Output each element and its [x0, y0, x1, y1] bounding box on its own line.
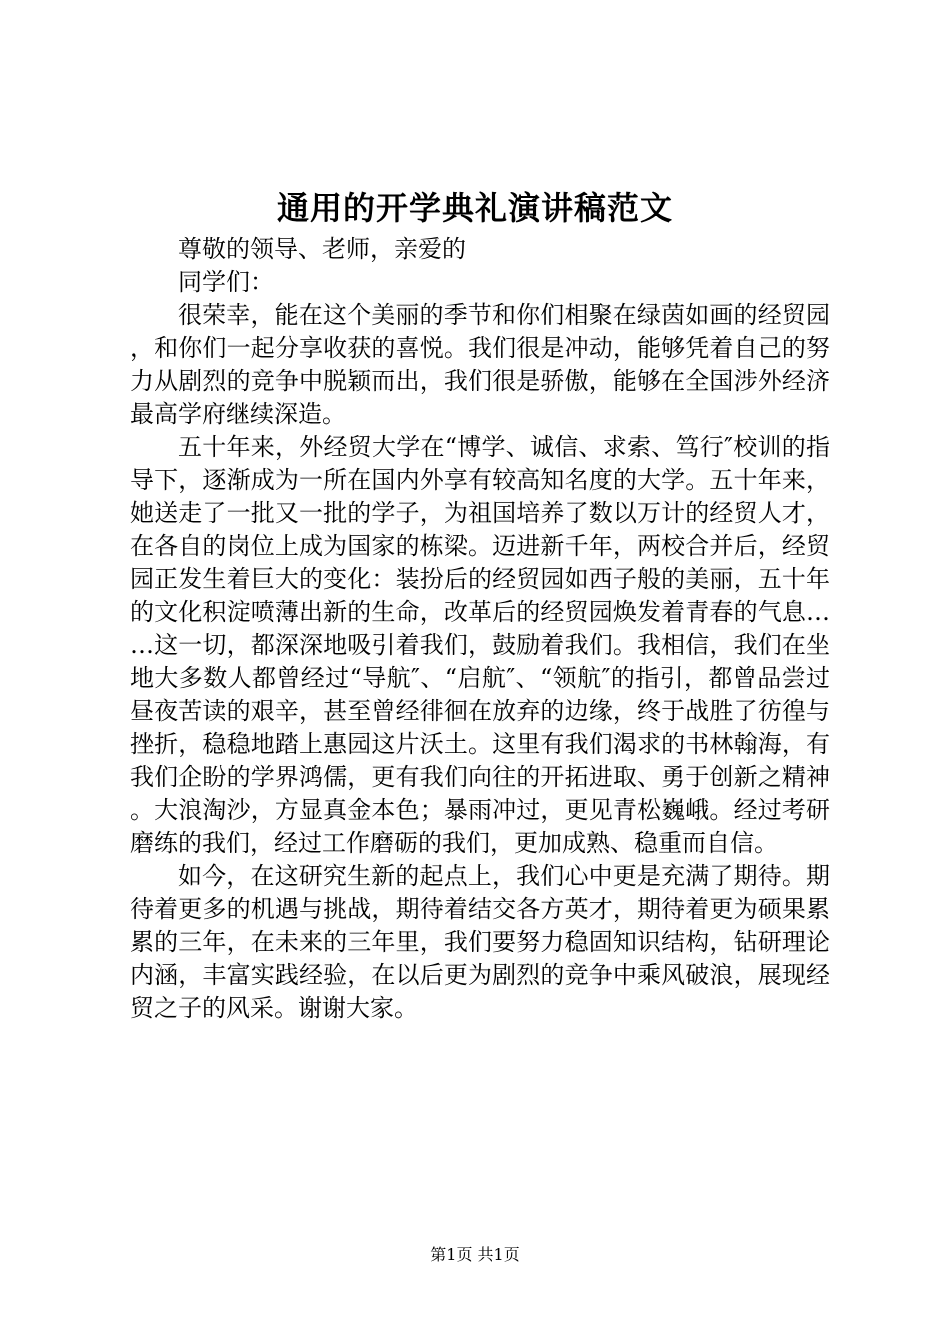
document-body [130, 233, 830, 1025]
salutation-line-2: 同学们： [178, 268, 274, 296]
paragraph-3: 如今，在这研究生新的起点上，我们心中更是充满了期待。期待着更多的机遇与挑战，期待着结交各方英才，期待着更为硕果累累的三年，在未来的三年里，我们要努力稳固知识结构，钻研理论内涵，丰富实践经验，在以后更为剧烈的竞争中乘风破浪，展现经贸之子的风采。谢谢大家。 [130, 862, 830, 1022]
paragraph-2: 五十年来，外经贸大学在“博学、诚信、求索、笃行″校训的指导下，逐渐成为一所在国内外享有较高知名度的大学。五十年来，她送走了一批又一批的学子，为祖国培养了数以万计的经贸人才，在各自的岗位上成为国家的栋梁。迈进新千年，两校合并后，经贸园正发生着巨大的变化：装扮后的经贸园如西子般的美丽，五十年的文化积淀喷薄出新的生命，改革后的经贸园焕发着青春的气息……这一切，都深深地吸引着我们，鼓励着我们。我相信，我们在坐地大多数人都曾经过“导航″、“启航″、“领航″的指引，都曾品尝过昼夜苦读的艰辛，甚至曾经徘徊在放弃的边缘，终于战胜了彷徨与挫折，稳稳地踏上惠园这片沃土。这里有我们渴求的书林翰海，有我们企盼的学界鸿儒，更有我们向往的开拓进取、勇于创新之精神。大浪淘沙，方显真金本色；暴雨冲过，更见青松巍峨。经过考研磨练的我们，经过工作磨砺的我们，更加成熟、稳重而自信。 [130, 433, 830, 857]
paragraph-1: 很荣幸，能在这个美丽的季节和你们相聚在绿茵如画的经贸园，和你们一起分享收获的喜悦。我们很是冲动，能够凭着自己的努力从剧烈的竞争中脱颖而出，我们很是骄傲，能够在全国涉外经济最高学府继续深造。 [130, 301, 830, 428]
page-number-footer: 第1页 共1页 [430, 1245, 520, 1264]
document-title: 通用的开学典礼演讲稿范文 [276, 189, 673, 227]
salutation-line-1: 尊敬的领导、老师，亲爱的 [178, 235, 466, 263]
